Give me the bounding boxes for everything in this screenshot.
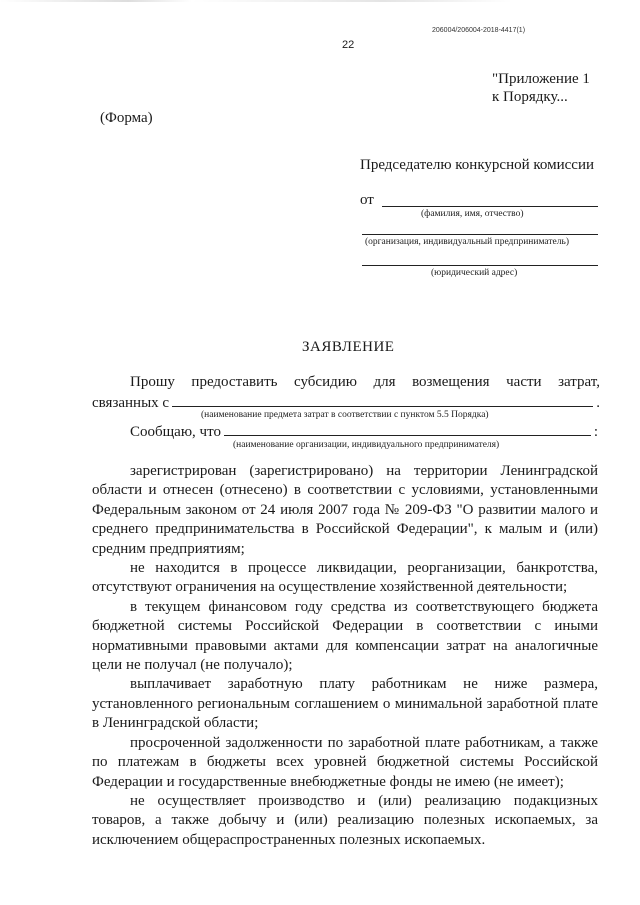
page-number: 22	[342, 39, 355, 51]
paragraph-debts: просроченной задолженности по заработной плате работникам, а также по платежам в бюджеты всех уровней бюджетной системы Российской Федерации и государственные внебюджетные фонды не имею (не имеет);	[92, 734, 598, 790]
address-field-line[interactable]	[362, 265, 598, 266]
organization-field-line[interactable]	[362, 234, 598, 235]
appendix-reference	[492, 70, 590, 106]
name-caption: (фамилия, имя, отчество)	[421, 209, 524, 219]
organization-name-caption: (наименование организации, индивидуального предпринимателя)	[233, 440, 500, 450]
inform-suffix: :	[593, 424, 598, 440]
paragraph-registration: зарегистрирован (зарегистрировано) на территории Ленинградской области и отнесен (отнесено) в соответствии с условиями, установленными Федеральным законом от 24 июля 2007 года № 209-ФЗ "О развитии малого и среднего предпринимательства в Российской Федерации", к малым и (или) средним предприятиям;	[92, 463, 598, 557]
form-label: (Форма)	[100, 110, 153, 126]
paragraph-liquidation: не находится в процессе ликвидации, реорганизации, банкротства, отсутствуют ограничения на осуществление хозяйственной деятельности;	[92, 560, 598, 596]
inform-line	[130, 422, 598, 441]
request-suffix: .	[596, 395, 600, 411]
paragraph-wages: выплачивает заработную плату работникам не ниже размера, установленного региональным соглашением о минимальной заработной плате в Ленинградской области;	[92, 676, 598, 732]
organization-caption: (организация, индивидуальный предприниматель)	[365, 237, 569, 247]
organization-name-field[interactable]	[224, 422, 591, 436]
inform-prefix: Сообщаю, что	[130, 424, 221, 440]
statement-body	[92, 462, 598, 850]
address-caption: (юридический адрес)	[431, 268, 518, 278]
request-prefix: связанных с	[92, 395, 170, 411]
appendix-line-1: "Приложение 1	[492, 71, 590, 87]
scan-artifact	[0, 0, 640, 2]
paragraph-funding: в текущем финансовом году средства из соответствующего бюджета бюджетной системы Российской Федерации в соответствии с иными нормативными правовыми актами для компенсации затрат на аналогичные цели не получал (не получало);	[92, 598, 598, 674]
expense-subject-caption: (наименование предмета затрат в соответствии с пунктом 5.5 Порядка)	[201, 410, 489, 420]
appendix-line-2: к Порядку...	[492, 89, 568, 105]
name-field-line[interactable]	[382, 206, 598, 207]
addressee: Председателю конкурсной комиссии	[360, 157, 595, 173]
from-prefix: от	[360, 192, 374, 208]
expense-subject-field[interactable]	[172, 393, 593, 407]
from-row	[360, 192, 374, 209]
document-id: 206004/206004-2018-4417(1)	[432, 27, 526, 34]
paragraph-excise: не осуществляет производство и (или) реализацию подакцизных товаров, а также добычу и (или) реализацию полезных ископаемых, за исключением общераспространенных полезных ископаемых.	[92, 792, 598, 848]
document-title: ЗАЯВЛЕНИЕ	[302, 339, 395, 355]
request-line-1: Прошу предоставить субсидию для возмещения части затрат,	[130, 374, 600, 390]
